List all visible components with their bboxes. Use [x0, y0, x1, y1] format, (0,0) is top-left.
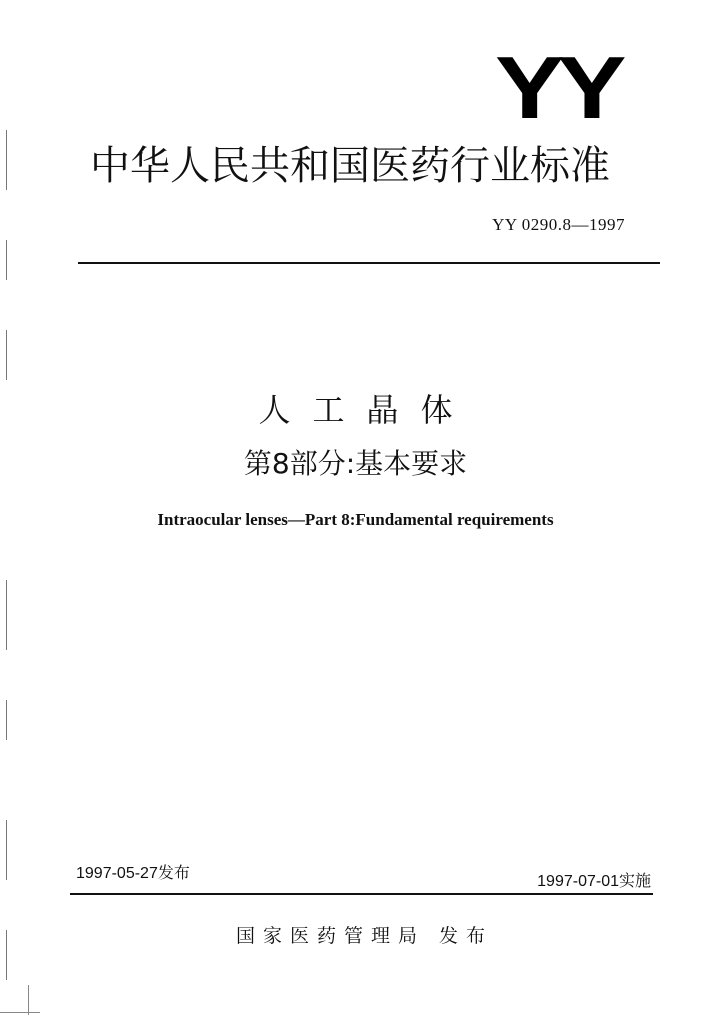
scan-corner-mark	[28, 985, 29, 1015]
document-title-chinese: 人工晶体	[258, 391, 475, 429]
scan-edge-mark	[6, 820, 7, 880]
bottom-divider	[70, 893, 653, 895]
scan-edge-mark	[6, 930, 7, 980]
scan-edge-mark	[6, 330, 7, 380]
top-divider	[78, 262, 660, 264]
issue-date: 1997-05-27发布	[76, 865, 190, 882]
scan-edge-mark	[6, 580, 7, 650]
organization-title: 中华人民共和国医药行业标准	[90, 143, 610, 189]
scan-corner-mark	[0, 1012, 40, 1013]
scan-edge-mark	[6, 700, 7, 740]
scan-edge-mark	[6, 130, 7, 190]
implementation-date: 1997-07-01实施	[537, 873, 651, 890]
standard-logo: YY	[494, 38, 619, 137]
publisher: 国家医药管理局 发布	[236, 925, 494, 947]
document-title-english: Intraocular lenses—Part 8:Fundamental requirements	[157, 510, 554, 529]
document-subtitle-chinese: 第8部分:基本要求	[243, 447, 468, 480]
standard-number: YY 0290.8—1997	[492, 215, 625, 234]
scan-edge-mark	[6, 240, 7, 280]
